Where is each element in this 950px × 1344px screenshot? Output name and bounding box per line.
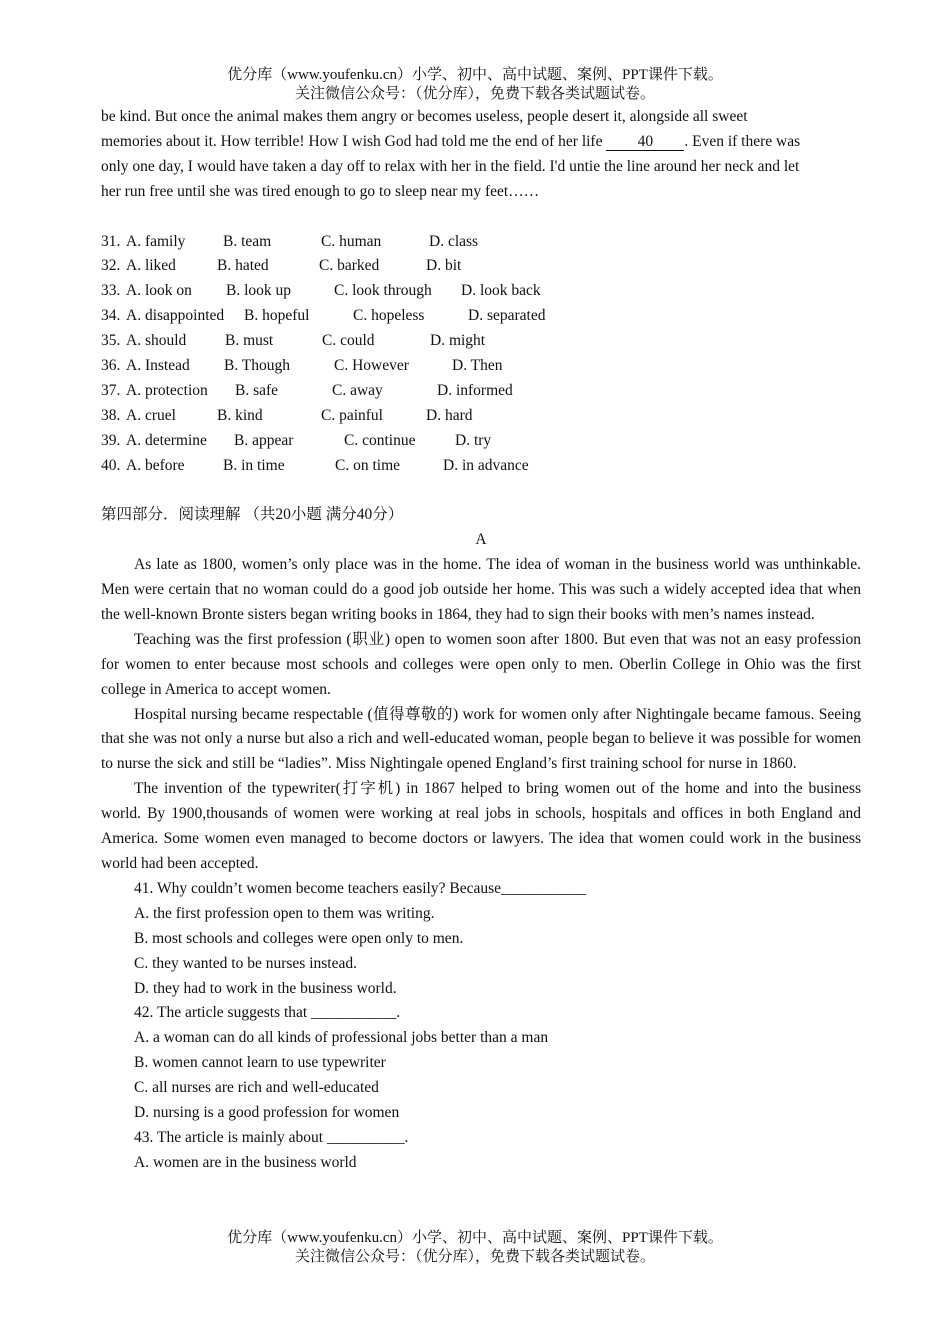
option-d: D. try (455, 431, 492, 449)
option-c: C. on time (335, 456, 401, 474)
option-d: D. bit (426, 257, 462, 275)
option-b: B. hopeful (244, 307, 310, 325)
option-c: C. human (321, 232, 382, 250)
option-b: B. Though (224, 356, 291, 374)
question-number: 33. (101, 282, 121, 300)
passage-line (101, 130, 861, 155)
answer-option: B. women cannot learn to use typewriter (134, 1054, 386, 1072)
passage-label: A (475, 531, 487, 549)
cloze-option-row (101, 304, 861, 329)
answer-option: A. the first profession open to them was writing. (134, 904, 435, 922)
option-a: A. liked (126, 257, 176, 275)
option-b: B. safe (235, 381, 279, 399)
option-b: B. must (225, 332, 274, 350)
option-c: C. away (332, 381, 383, 399)
question-number: 38. (101, 406, 121, 424)
option-c: C. could (322, 332, 375, 350)
cloze-option-row (101, 254, 861, 279)
option-b: B. appear (234, 431, 294, 449)
question-number: 32. (101, 257, 121, 275)
footer-line-2: 关注微信公众号：（优分库），免费下载各类试题试卷。 (294, 1249, 655, 1265)
question-41 (101, 877, 861, 1002)
passage-line: be kind. But once the animal makes them angry or becomes useless, people desert it, alongside all sweet (101, 108, 748, 125)
cloze-option-row (101, 404, 861, 429)
reading-paragraph: Hospital nursing became respectable (值得尊敬的) work for women only after Nightingale became famous. Seeing that she was not only a nurse but also a rich and well-educated woman, people began to believe it was possible for women to nurse the sick and still be “ladies”. Miss Nightingale opened England’s first training school for nurse in 1860. (101, 705, 861, 773)
option-a: A. disappointed (126, 307, 225, 325)
passage-text: memories about it. How terrible! How I wish God had told me the end of her life (101, 132, 607, 150)
footer-line-1: 优分库（www.youfenku.cn）小学、初中、高中试题、案例、PPT课件下载。 (227, 1230, 723, 1246)
option-d: D. in advance (443, 456, 529, 474)
passage-line: only one day, I would have taken a day off to relax with her in the field. I'd untie the line around her neck and let (101, 157, 800, 175)
answer-option: D. nursing is a good profession for women (134, 1104, 400, 1122)
cloze-option-row (101, 329, 861, 354)
question-number: 39. (101, 431, 121, 449)
question-number: 40. (101, 456, 121, 474)
page-footer (0, 1229, 950, 1267)
cloze-option-row (101, 230, 861, 255)
option-a: A. before (126, 456, 185, 474)
option-b: B. team (223, 232, 272, 250)
option-a: A. protection (126, 381, 208, 399)
option-c: C. barked (319, 257, 380, 275)
question-43 (101, 1126, 861, 1176)
answer-option: B. most schools and colleges were open only to men. (134, 929, 464, 947)
passage-continuation (101, 105, 861, 205)
option-a: A. Instead (126, 356, 190, 374)
option-d: D. informed (437, 381, 513, 399)
option-c: C. painful (321, 406, 383, 424)
option-a: A. family (126, 232, 186, 250)
option-a: A. determine (126, 431, 207, 449)
option-d: D. might (430, 332, 486, 350)
cloze-option-row (101, 279, 861, 304)
answer-option: D. they had to work in the business world. (134, 979, 397, 997)
option-d: D. class (429, 232, 479, 250)
cloze-options-list (101, 230, 861, 479)
option-d: D. hard (426, 406, 473, 424)
option-b: B. in time (223, 456, 285, 474)
option-a: A. cruel (126, 406, 176, 424)
cloze-option-row (101, 354, 861, 379)
option-d: D. Then (452, 356, 503, 374)
option-b: B. hated (217, 257, 269, 275)
reading-paragraph: As late as 1800, women’s only place was in the home. The idea of woman in the business world was unthinkable. Men were certain that no woman could do a good job outside her home. This was such a widely accepted idea that when the well-known Bronte sisters began writing books in 1864, they had to sign their books with men’s names instead. (101, 556, 861, 623)
reading-paragraph: The invention of the typewriter(打字机) in 1867 helped to bring women out of the home and into the business world. By 1900,thousands of women were working at real jobs in schools, hospitals and offices in both England and America. Some women even managed to become doctors or lawyers. The idea that women could work in the business world had been accepted. (101, 780, 861, 872)
question-number: 31. (101, 232, 121, 250)
option-a: A. should (126, 332, 187, 350)
option-a: A. look on (126, 282, 192, 300)
document-body (101, 105, 861, 1176)
question-stem: 42. The article suggests that ___________. (134, 1004, 401, 1022)
question-stem: 41. Why couldn’t women become teachers easily? Because___________ (134, 879, 587, 897)
option-c: C. look through (334, 282, 432, 300)
answer-option: A. women are in the business world (134, 1153, 357, 1171)
blank-40: 40 (606, 133, 684, 151)
option-c: C. continue (344, 431, 416, 449)
option-c: C. However (334, 356, 409, 374)
option-c: C. hopeless (353, 307, 425, 325)
option-d: D. separated (468, 307, 546, 325)
passage-line: her run free until she was tired enough to go to sleep near my feet…… (101, 182, 540, 200)
cloze-option-row (101, 429, 861, 454)
option-b: B. look up (226, 282, 292, 300)
answer-option: C. all nurses are rich and well-educated (134, 1079, 379, 1097)
option-b: B. kind (217, 406, 263, 424)
answer-option: C. they wanted to be nurses instead. (134, 954, 357, 972)
cloze-option-row (101, 454, 861, 479)
question-42 (101, 1001, 861, 1126)
question-number: 36. (101, 356, 121, 374)
section-heading: 第四部分．阅读理解 （共20小题 满分40分） (101, 506, 404, 524)
question-number: 37. (101, 381, 121, 399)
question-number: 34. (101, 307, 121, 325)
answer-option: A. a woman can do all kinds of professional jobs better than a man (134, 1029, 549, 1047)
page-header (0, 66, 950, 104)
question-number: 35. (101, 332, 121, 350)
header-line-1: 优分库（www.youfenku.cn）小学、初中、高中试题、案例、PPT课件下载。 (227, 67, 723, 83)
header-line-2: 关注微信公众号：（优分库），免费下载各类试题试卷。 (294, 86, 655, 102)
question-stem: 43. The article is mainly about __________. (134, 1128, 409, 1146)
option-d: D. look back (461, 282, 541, 300)
passage-text: . Even if there was (684, 132, 801, 150)
cloze-option-row (101, 379, 861, 404)
reading-paragraph: Teaching was the first profession (职业) open to women soon after 1800. But even that was not an easy profession for women to enter because most schools and colleges were open only to men. Oberlin College in Ohio was the first college in America to accept women. (101, 630, 861, 698)
